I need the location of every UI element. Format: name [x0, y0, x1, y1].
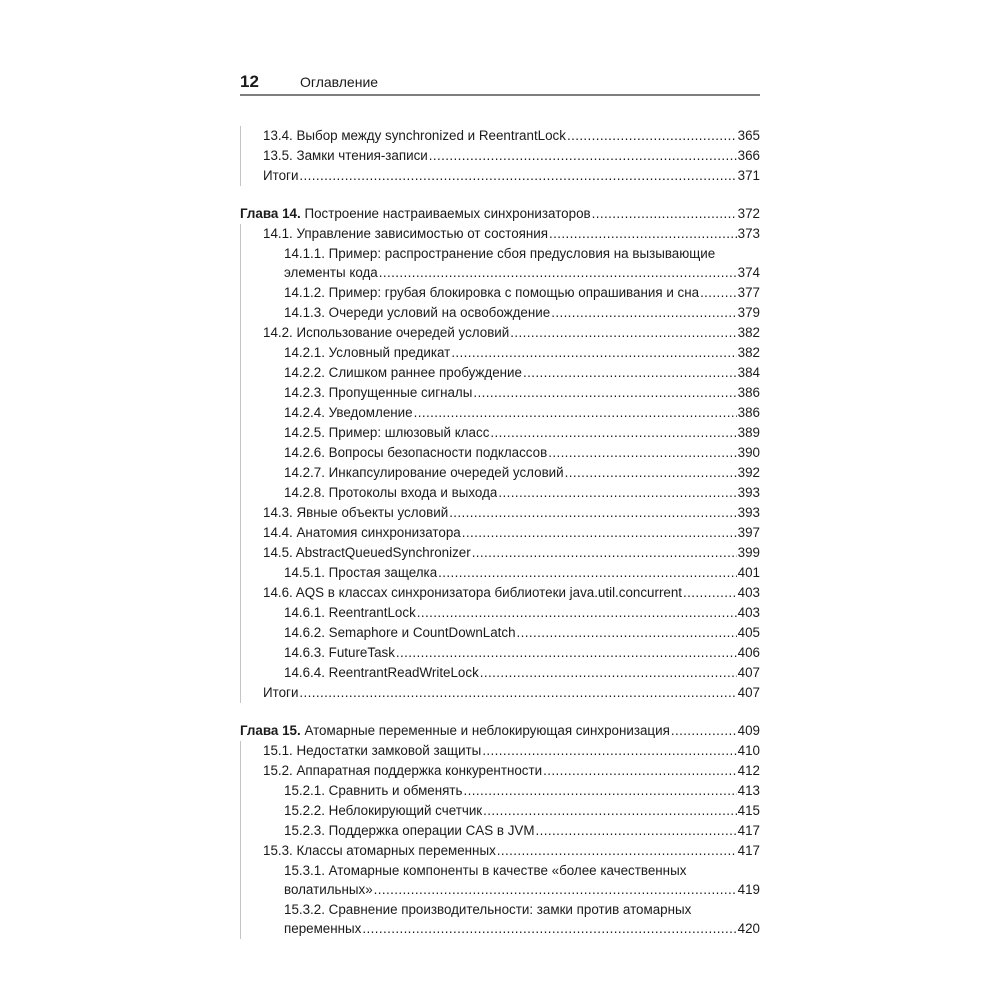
toc-entry-page: 390 — [737, 445, 760, 460]
toc-entry-line — [284, 801, 760, 821]
toc-entry-label: 13.4. Выбор между synchronized и ReentrantLock — [263, 128, 566, 143]
toc-entry-line — [284, 363, 760, 383]
toc-entry-label: 14.3. Явные объекты условий — [263, 505, 449, 520]
page-number: 12 — [240, 72, 259, 91]
toc-entry-line — [284, 463, 760, 483]
toc-entry[interactable] — [241, 543, 760, 563]
leader-dots — [417, 603, 737, 623]
toc-entry-line — [263, 741, 760, 761]
toc-entry-label: 14.1.2. Пример: грубая блокировка с помощью опрашивания и сна — [284, 285, 700, 300]
toc-entry[interactable] — [241, 801, 760, 821]
leader-dots — [429, 146, 737, 166]
page-header — [240, 70, 760, 96]
toc-entry-label: 14.2.4. Уведомление — [284, 405, 413, 420]
toc-entry-line — [263, 146, 760, 166]
toc-entry[interactable] — [241, 224, 760, 244]
leader-dots — [374, 880, 737, 900]
toc-entry-label: 14.2.2. Слишком раннее пробуждение — [284, 365, 522, 380]
toc-entry-page: 377 — [737, 285, 760, 300]
leader-dots — [396, 643, 737, 663]
toc-entry[interactable] — [241, 403, 760, 423]
toc-entry[interactable] — [241, 761, 760, 781]
toc-entry-line — [263, 761, 760, 781]
toc-entry[interactable] — [241, 623, 760, 643]
toc-entry-page: 417 — [737, 843, 760, 858]
toc-entry-label: 15.1. Недостатки замковой защиты — [263, 743, 482, 758]
toc-entry[interactable] — [241, 841, 760, 861]
toc-entry[interactable] — [241, 126, 760, 146]
toc-entry-line — [284, 483, 760, 503]
toc-entry-label: 14.5.1. Простая защелка — [284, 565, 438, 580]
leader-dots — [517, 623, 737, 643]
toc-entry-label: 14.1.3. Очереди условий на освобождение — [284, 305, 551, 320]
toc-entry-label: 13.5. Замки чтения-записи — [263, 148, 428, 163]
toc-entry-line — [263, 166, 760, 186]
toc-entry-label: волатильных» — [284, 882, 373, 897]
toc-entry-page: 371 — [737, 168, 760, 183]
chapter-14-page: 372 — [737, 206, 760, 221]
toc-entry-label-line: 15.3.2. Сравнение производительности: замки против атомарных — [284, 902, 692, 917]
toc-entry[interactable] — [241, 643, 760, 663]
toc-entry[interactable] — [241, 244, 760, 283]
leader-dots — [683, 583, 737, 603]
toc-entry-line — [284, 423, 760, 443]
leader-dots — [543, 761, 737, 781]
toc-entry-page: 419 — [737, 882, 760, 897]
chapter-14-entry[interactable] — [240, 204, 760, 224]
toc-entry-label: Итоги — [263, 685, 299, 700]
toc-entry-page: 374 — [737, 265, 760, 280]
toc-entry-line — [263, 841, 760, 861]
toc-entry-label: 14.2.5. Пример: шлюзовый класс — [284, 425, 490, 440]
toc-entry[interactable] — [241, 423, 760, 443]
leader-dots — [449, 503, 736, 523]
leader-dots — [462, 523, 737, 543]
toc-entry[interactable] — [241, 603, 760, 623]
leader-dots — [567, 126, 737, 146]
toc-entry-label: 14.2.7. Инкапсулирование очередей условий — [284, 465, 564, 480]
toc-entry[interactable] — [241, 583, 760, 603]
toc-entry-line — [284, 443, 760, 463]
toc-entry-line — [263, 126, 760, 146]
toc-entry[interactable] — [241, 563, 760, 583]
toc-entry-page: 415 — [737, 803, 760, 818]
toc-block-15 — [240, 741, 760, 939]
toc-entry-page: 379 — [737, 305, 760, 320]
toc-entry[interactable] — [241, 483, 760, 503]
toc-entry-label: 14.2.8. Протоколы входа и выхода — [284, 485, 498, 500]
leader-dots — [480, 663, 737, 683]
chapter-14-title: Построение настраиваемых синхронизаторов — [300, 206, 591, 221]
toc-entry-page: 401 — [737, 565, 760, 580]
toc-entry-page: 403 — [737, 605, 760, 620]
toc-entry-line — [284, 919, 760, 939]
toc-entry-label: 15.2. Аппаратная поддержка конкурентности — [263, 763, 543, 778]
toc-entry-page: 397 — [737, 525, 760, 540]
toc-entry-label: 14.2.3. Пропущенные сигналы — [284, 385, 473, 400]
toc-entry-line — [284, 563, 760, 583]
toc-entry-page: 410 — [737, 743, 760, 758]
toc-entry-line — [284, 343, 760, 363]
toc-entry-label: 15.2.1. Сравнить и обменять — [284, 783, 463, 798]
toc-entry-line — [284, 663, 760, 683]
chapter-15-page: 409 — [737, 723, 760, 738]
leader-dots — [548, 443, 736, 463]
toc-entry[interactable] — [241, 663, 760, 683]
leader-dots — [549, 224, 737, 244]
toc-entry-line — [284, 263, 760, 283]
toc-entry-page: 407 — [737, 665, 760, 680]
leader-dots — [592, 204, 737, 224]
toc-entry-page: 386 — [737, 405, 760, 420]
leader-dots — [498, 483, 736, 503]
toc-block-13 — [240, 126, 760, 186]
chapter-15-title: Атомарные переменные и неблокирующая синхронизация — [300, 723, 670, 738]
toc-entry-label: 14.5. AbstractQueuedSynchronizer — [263, 545, 471, 560]
toc-entry-page: 365 — [737, 128, 760, 143]
toc-entry-label: 14.2. Использование очередей условий — [263, 325, 510, 340]
toc-entry-label: 14.2.6. Вопросы безопасности подклассов — [284, 445, 548, 460]
toc-entry-label: 14.6.4. ReentrantReadWriteLock — [284, 665, 479, 680]
toc-entry-line — [284, 383, 760, 403]
toc-entry[interactable] — [241, 683, 760, 703]
toc-entry-page: 417 — [737, 823, 760, 838]
toc-entry-page: 386 — [737, 385, 760, 400]
toc-entry[interactable] — [241, 523, 760, 543]
toc-entry-line — [284, 781, 760, 801]
toc-entry-line — [263, 543, 760, 563]
leader-dots — [510, 323, 736, 343]
toc-entry-line — [263, 683, 760, 703]
toc-entry[interactable] — [241, 166, 760, 186]
toc-entry-line — [263, 503, 760, 523]
leader-dots — [700, 283, 737, 303]
toc-entry-label: 15.2.3. Поддержка операции CAS в JVM — [284, 823, 535, 838]
chapter-14-prefix: Глава 14. — [240, 206, 301, 221]
toc-entry-label-line: 15.3.1. Атомарные компоненты в качестве «более качественных — [284, 863, 687, 878]
toc-entry-label: 15.2.2. Неблокирующий счетчик — [284, 803, 483, 818]
leader-dots — [414, 403, 737, 423]
toc-entry-line — [284, 623, 760, 643]
toc-entry-page: 403 — [737, 585, 760, 600]
toc-entry-label: 14.6.1. ReentrantLock — [284, 605, 416, 620]
leader-dots — [379, 263, 737, 283]
toc-entry-label: элементы кода — [284, 265, 378, 280]
leader-dots — [497, 841, 737, 861]
toc-entry[interactable] — [241, 283, 760, 303]
toc-entry[interactable] — [241, 383, 760, 403]
leader-dots — [464, 781, 737, 801]
toc-entry-line — [263, 523, 760, 543]
toc-entry-line — [284, 403, 760, 423]
toc-entry-line — [284, 283, 760, 303]
toc-entry-page: 399 — [737, 545, 760, 560]
toc-entry[interactable] — [241, 861, 760, 900]
leader-dots — [536, 821, 737, 841]
toc-entry-page: 382 — [737, 345, 760, 360]
toc-entry[interactable] — [241, 503, 760, 523]
toc-entry[interactable] — [241, 741, 760, 761]
leader-dots — [299, 683, 736, 703]
toc-entry-page: 412 — [737, 763, 760, 778]
toc-entry-page: 392 — [737, 465, 760, 480]
leader-dots — [472, 543, 737, 563]
toc-entry[interactable] — [241, 363, 760, 383]
toc-entry-line — [284, 821, 760, 841]
leader-dots — [473, 383, 736, 403]
toc-entry-page: 393 — [737, 485, 760, 500]
toc-entry-page: 407 — [737, 685, 760, 700]
toc-entry-line — [284, 603, 760, 623]
toc-entry[interactable] — [241, 821, 760, 841]
toc-entry-line — [263, 323, 760, 343]
toc-entry-label: 14.6. AQS в классах синхронизатора библиотеки java.util.concurrent — [263, 585, 683, 600]
leader-dots — [451, 343, 736, 363]
toc-entry-page: 384 — [737, 365, 760, 380]
toc-entry-page: 405 — [737, 625, 760, 640]
toc-entry[interactable] — [241, 900, 760, 939]
leader-dots — [671, 721, 737, 741]
leader-dots — [299, 166, 736, 186]
toc-entry-label-line: 14.1.1. Пример: распространение сбоя предусловия на вызывающие — [284, 246, 716, 261]
toc-entry-page: 373 — [737, 226, 760, 241]
leader-dots — [551, 303, 736, 323]
toc-entry-line — [284, 880, 760, 900]
toc-entry[interactable] — [241, 463, 760, 483]
toc-entry-label: 14.2.1. Условный предикат — [284, 345, 451, 360]
running-title: Оглавление — [300, 74, 379, 90]
toc-entry[interactable] — [241, 781, 760, 801]
toc-entry-page: 420 — [737, 921, 760, 936]
toc-entry[interactable] — [241, 323, 760, 343]
leader-dots — [438, 563, 737, 583]
toc-entry[interactable] — [241, 303, 760, 323]
toc-entry-label: 15.3. Классы атомарных переменных — [263, 843, 496, 858]
leader-dots — [565, 463, 737, 483]
toc-entry[interactable] — [241, 343, 760, 363]
leader-dots — [482, 741, 736, 761]
leader-dots — [490, 423, 736, 443]
leader-dots — [523, 363, 737, 383]
chapter-15-prefix: Глава 15. — [240, 723, 301, 738]
leader-dots — [483, 801, 736, 821]
toc-entry-line — [284, 643, 760, 663]
toc-entry-label: переменных — [284, 921, 362, 936]
toc-entry[interactable] — [241, 146, 760, 166]
toc-entry-label: 14.6.3. FutureTask — [284, 645, 395, 660]
toc-entry-page: 366 — [737, 148, 760, 163]
toc-entry-page: 382 — [737, 325, 760, 340]
toc-entry-page: 393 — [737, 505, 760, 520]
toc-entry-line — [284, 303, 760, 323]
toc-entry-label: 14.4. Анатомия синхронизатора — [263, 525, 461, 540]
toc-entry-page: 413 — [737, 783, 760, 798]
toc-entry-label: Итоги — [263, 168, 299, 183]
toc-entry-line — [263, 583, 760, 603]
toc-entry-page: 406 — [737, 645, 760, 660]
toc-entry-label: 14.1. Управление зависимостью от состояния — [263, 226, 549, 241]
toc-entry-line — [263, 224, 760, 244]
leader-dots — [362, 919, 736, 939]
table-of-contents — [240, 126, 760, 939]
toc-entry-label: 14.6.2. Semaphore и CountDownLatch — [284, 625, 516, 640]
toc-block-14 — [240, 224, 760, 703]
chapter-15-entry[interactable] — [240, 721, 760, 741]
toc-entry-page: 389 — [737, 425, 760, 440]
toc-entry[interactable] — [241, 443, 760, 463]
